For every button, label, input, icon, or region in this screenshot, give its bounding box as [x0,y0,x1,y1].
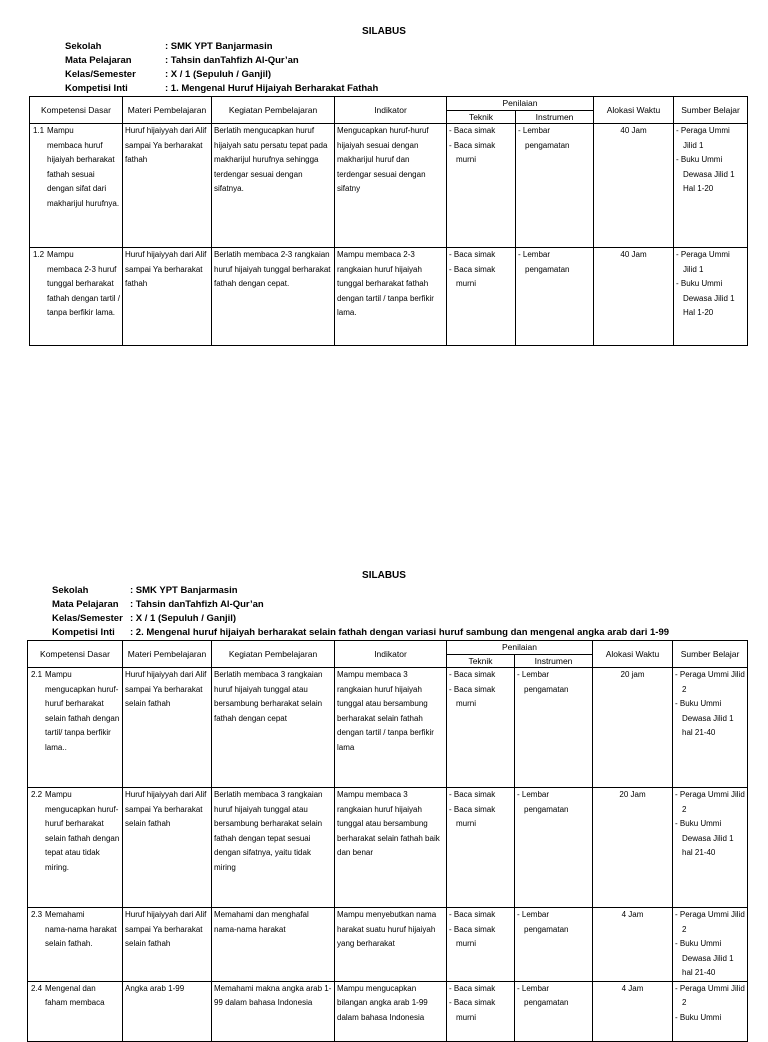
indikator-cell [335,668,447,788]
table-row [28,908,748,982]
indikator-cell [335,248,447,346]
teknik-item: - Baca simak [449,983,496,993]
syllabus-section-1 [0,26,768,346]
instrumen-list [517,982,590,1011]
materi-cell [123,124,212,248]
kd-first-text: Memahami [45,910,85,919]
kd-first-line [33,248,120,263]
col-teknik: Teknik [447,111,516,124]
sumber-item: - Buku Ummi Dewasa Jilid 1 Hal 1-20 [676,279,735,317]
instrumen-item: - Lembar pengamatan [518,126,570,150]
teknik-item: - Baca simak murni [449,684,496,708]
sumber-cell [673,981,748,1041]
kompetensi-dasar-cell [28,668,123,788]
header-value: : 1. Mengenal Huruf Hijaiyah Berharakat Fathah [165,83,379,94]
sumber-cell [674,248,748,346]
materi-cell [123,981,212,1041]
kd-number: 2.3 [31,910,43,919]
kompetensi-dasar-cell [30,124,123,248]
indikator-cell [335,124,447,248]
kegiatan-cell [212,908,335,982]
kd-rest-text: membaca 2-3 huruf tunggal berharakat fathah dengan tartil / tanpa berfikir lama. [47,264,120,317]
teknik-list [449,668,512,712]
table-row [30,248,748,346]
header-row-sekolah [52,584,768,598]
instrumen-item: - Lembar pengamatan [517,983,569,1007]
kegiatan-cell [212,248,335,346]
instrumen-list [517,908,590,937]
sumber-cell [673,908,748,982]
alokasi-text: 20 Jam [619,790,646,799]
col-instrumen: Instrumen [516,111,594,124]
alokasi-cell [593,981,673,1041]
header-label: Mata Pelajaran [65,55,132,66]
header-value: : Tahsin danTahfizh Al-Qur’an [130,599,264,610]
kompetensi-dasar-cell [28,788,123,908]
indikator-text: Mengucapkan huruf-huruf hijaiyah sesuai dengan makharijul huruf dan terdengar sesuai dengan sifatny [337,126,429,193]
materi-cell [123,248,212,346]
teknik-list [449,788,512,832]
materi-text: Huruf hijaiyyah dari Alif sampai Ya berharakat selain fathah [125,670,207,708]
alokasi-text: 40 Jam [620,126,647,135]
sumber-list [676,124,745,197]
alokasi-cell [593,908,673,982]
alokasi-cell [593,788,673,908]
header-row-kompetisi [52,626,768,640]
teknik-list [449,982,512,1026]
indikator-cell [335,908,447,982]
alokasi-cell [594,248,674,346]
header-value: : SMK YPT Banjarmasin [130,585,238,596]
col-teknik: Teknik [447,655,515,668]
col-materi: Materi Pembelajaran [123,641,212,668]
col-instrumen: Instrumen [515,655,593,668]
instrumen-cell [515,908,593,982]
alokasi-text: 40 Jam [620,250,647,259]
table-row [28,788,748,908]
kd-first-line [33,124,120,139]
sumber-item: - Buku Ummi Dewasa Jilid 1 hal 21-40 [675,819,734,857]
table-row [30,124,748,248]
sumber-list [675,668,745,741]
header-label: Kompetisi Inti [52,627,115,638]
kegiatan-text: Berlatih membaca 3 rangkaian huruf hijaiyah tunggal atau bersambung berharakat selain fathah dengan tepat sesuai dengan sifatnya, yaitu tidak miring [214,790,323,872]
instrumen-item: - Lembar pengamatan [518,250,570,274]
header-label: Mata Pelajaran [52,599,119,610]
teknik-item: - Baca simak [449,670,496,679]
header-value: : X / 1 (Sepuluh / Ganjil) [165,69,272,80]
teknik-cell [447,248,516,346]
kegiatan-text: Memahami dan menghafal nama-nama harakat [214,910,309,934]
header-label: Sekolah [65,41,102,52]
sumber-item: - Peraga Ummi Jilid 1 [676,126,730,150]
sumber-item: - Buku Ummi Dewasa Jilid 1 hal 21-40 [675,699,734,737]
col-kegiatan: Kegiatan Pembelajaran [212,97,335,124]
sumber-item: - Peraga Ummi Jilid 2 [675,790,745,814]
col-kegiatan: Kegiatan Pembelajaran [212,641,335,668]
instrumen-cell [516,248,594,346]
sumber-item: - Buku Ummi [675,1012,722,1022]
indikator-text: Mampu membaca 2-3 rangkaian huruf hijaiyah tunggal berharakat fathah dengan tartil / tanpa berfikir lama. [337,250,434,317]
instrumen-list [517,788,590,817]
col-alokasi: Alokasi Waktu [594,97,674,124]
materi-text: Huruf hijaiyyah dari Alif sampai Ya berharakat selain fathah [125,910,207,948]
kegiatan-text: Berlatih membaca 3 rangkaian huruf hijaiyah tunggal atau bersambung berharakat selain fathah dengan cepat [214,670,323,723]
alokasi-text: 4 Jam [621,983,644,993]
instrumen-item: - Lembar pengamatan [517,670,569,694]
sumber-item: - Peraga Ummi Jilid 2 [675,983,745,1007]
sumber-list [675,788,745,861]
col-alokasi: Alokasi Waktu [593,641,673,668]
col-penilaian: Penilaian [447,641,593,655]
kegiatan-cell [212,668,335,788]
kd-first-text: Mengenal dan [45,983,96,993]
kegiatan-cell [212,788,335,908]
kd-first-line [31,788,120,803]
teknik-item: - Baca simak [449,910,496,919]
col-indikator: Indikator [335,641,447,668]
materi-text: Huruf hijaiyyah dari Alif sampai Ya berharakat selain fathah [125,790,207,828]
sumber-item: - Peraga Ummi Jilid 1 [676,250,730,274]
col-penilaian: Penilaian [447,97,594,111]
kegiatan-cell [212,981,335,1041]
col-sumber: Sumber Belajar [673,641,748,668]
indikator-text: Mampu menyebutkan nama harakat suatu huruf hijaiyah yang berharakat [337,910,437,948]
teknik-list [449,908,512,952]
sumber-cell [674,124,748,248]
kd-number: 2.2 [31,790,43,799]
sumber-item: - Buku Ummi Dewasa Jilid 1 hal 21-40 [675,939,734,977]
alokasi-cell [593,668,673,788]
header-label: Kelas/Semester [52,613,123,624]
kd-rest-text: mengucapkan huruf-huruf berharakat selain fathah dengan tartil/ tanpa berfikir lama.. [45,684,120,752]
table-row [28,668,748,788]
syllabus-table [29,96,748,346]
indikator-text: Mampu mengucapkan bilangan angka arab 1-99 dalam bahasa Indonesia [337,983,428,1022]
header-row-kelas [65,68,768,82]
instrumen-list [518,248,591,277]
indikator-text: Mampu membaca 3 rangkaian huruf hijaiyah tunggal atau bersambung berharakat selain fathah baik dan benar [337,790,440,857]
header-value: : 2. Mengenal huruf hijaiyah berharakat selain fathah dengan variasi huruf sambung dan mengenal angka arab dari 1-99 [130,627,670,638]
header-value: : X / 1 (Sepuluh / Ganjil) [130,613,237,624]
materi-text: Huruf hijaiyyah dari Alif sampai Ya berharakat fathah [125,126,207,164]
syllabus-header [52,584,768,640]
kd-rest-text: faham membaca [45,998,105,1007]
materi-cell [123,908,212,982]
kompetensi-dasar-cell [30,248,123,346]
header-row-kelas [52,612,768,626]
table-row [28,981,748,1041]
sumber-item: - Peraga Ummi Jilid 2 [675,670,745,694]
materi-text: Huruf hijaiyyah dari Alif sampai Ya berharakat fathah [125,250,207,288]
syllabus-section-2 [0,570,768,1042]
teknik-item: - Baca simak murni [449,804,496,828]
alokasi-text: 20 jam [620,670,645,679]
kd-first-line [31,982,120,997]
header-value: : Tahsin danTahfizh Al-Qur’an [165,55,299,66]
materi-cell [123,788,212,908]
sumber-list [675,908,745,981]
kd-rest-text: mengucapkan huruf-huruf berharakat selain fathah dengan tepat atau tidak miring. [45,804,120,872]
indikator-cell [335,788,447,908]
sumber-item: - Buku Ummi Dewasa Jilid 1 Hal 1-20 [676,155,735,193]
instrumen-cell [516,124,594,248]
table-body [28,668,748,1042]
kd-number: 1.1 [33,126,45,135]
instrumen-list [518,124,591,153]
sumber-cell [673,668,748,788]
instrumen-list [517,668,590,697]
indikator-cell [335,981,447,1041]
kd-rest-text: membaca huruf hijaiyah berharakat fathah sesuai dengan sifat dari makharijul hurufnya. [47,140,120,208]
teknik-item: - Baca simak [449,250,496,259]
header-value: : SMK YPT Banjarmasin [165,41,273,52]
teknik-cell [447,908,515,982]
alokasi-cell [594,124,674,248]
header-label: Kompetisi Inti [65,83,128,94]
kd-first-line [31,908,120,923]
kd-first-line [31,668,120,683]
kd-number: 2.1 [31,670,43,679]
document-title: SILABUS [362,570,406,581]
teknik-item: - Baca simak murni [449,998,496,1022]
col-sumber: Sumber Belajar [674,97,748,124]
kd-number: 1.2 [33,250,45,259]
instrumen-cell [515,981,593,1041]
teknik-item: - Baca simak murni [449,924,496,948]
alokasi-text: 4 Jam [621,910,644,919]
kompetensi-dasar-cell [28,981,123,1041]
materi-cell [123,668,212,788]
sumber-list [676,248,745,321]
kompetensi-dasar-cell [28,908,123,982]
col-kompetensi-dasar: Kompetensi Dasar [30,97,123,124]
teknik-cell [447,981,515,1041]
materi-text: Angka arab 1-99 [125,983,185,993]
sumber-item: - Peraga Ummi Jilid 2 [675,910,745,934]
sumber-list [675,982,745,1026]
header-label: Sekolah [52,585,89,596]
teknik-item: - Baca simak murni [449,264,496,288]
kegiatan-text: Berlatih mengucapkan huruf hijaiyah satu persatu tepat pada makharijul hurufnya sehingga terdengar sesuai dengan sifatnya. [214,126,328,193]
instrumen-cell [515,788,593,908]
header-row-kompetisi [65,82,768,96]
col-kompetensi-dasar: Kompetensi Dasar [28,641,123,668]
col-materi: Materi Pembelajaran [123,97,212,124]
instrumen-item: - Lembar pengamatan [517,790,569,814]
teknik-cell [447,124,516,248]
teknik-cell [447,788,515,908]
teknik-list [449,248,513,292]
syllabus-header [65,40,768,96]
syllabus-table [27,640,748,1042]
kegiatan-text: Berlatih membaca 2-3 rangkaian huruf hijaiyah tunggal berharakat fathah dengan cepat. [214,250,331,288]
teknik-cell [447,668,515,788]
kegiatan-cell [212,124,335,248]
kd-rest-text: nama-nama harakat selain fathah. [45,924,117,948]
document-title: SILABUS [362,26,406,37]
instrumen-item: - Lembar pengamatan [517,910,569,934]
header-row-sekolah [65,40,768,54]
kd-number: 2.4 [31,983,43,993]
kd-first-text: Mampu [47,126,74,135]
teknik-item: - Baca simak murni [449,140,496,164]
sumber-cell [673,788,748,908]
header-row-mapel [65,54,768,68]
teknik-list [449,124,513,168]
teknik-item: - Baca simak [449,126,496,135]
kegiatan-text: Memahami makna angka arab 1-99 dalam bahasa Indonesia [214,983,332,1007]
teknik-item: - Baca simak [449,790,496,799]
instrumen-cell [515,668,593,788]
kd-first-text: Mampu [47,250,74,259]
header-label: Kelas/Semester [65,69,136,80]
indikator-text: Mampu membaca 3 rangkaian huruf hijaiyah tunggal atau bersambung berharakat selain fathah dengan tartil / tanpa berfikir lama [337,670,434,752]
header-row-mapel [52,598,768,612]
kd-first-text: Mampu [45,790,72,799]
col-indikator: Indikator [335,97,447,124]
table-body [30,124,748,346]
kd-first-text: Mampu [45,670,72,679]
